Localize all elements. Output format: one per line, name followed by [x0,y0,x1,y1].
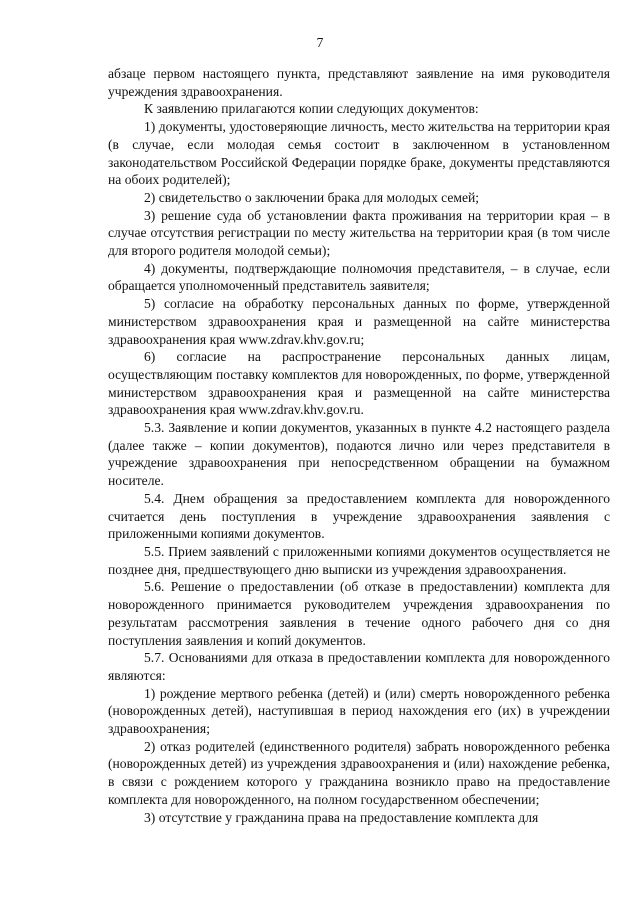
paragraph-5-3: 5.3. Заявление и копии документов, указанных в пункте 4.2 настоящего раздела (далее также – копии документов), подаются лично или через представителя в учреждение здравоохранения при непосредственном обращении на бумажном носителе. [108,420,610,489]
paragraph-5-6: 5.6. Решение о предоставлении (об отказе в предоставлении) комплекта для новорожденного принимается руководителем учреждения здравоохранения по результатам рассмотрения заявления в течение одного рабочего дня со дня поступления заявления и копий документов. [108,579,610,648]
list-item-marriage-certificate: 2) свидетельство о заключении брака для молодых семей; [144,189,480,205]
list-item-no-entitlement: 3) отсутствие у гражданина права на предоставление комплекта для [144,809,539,825]
list-item-representative-authority: 4) документы, подтверждающие полномочия представителя, – в случае, если обращается уполномоченный представитель заявителя; [108,260,610,294]
list-item-stillbirth: 1) рождение мертвого ребенка (детей) и (или) смерть новорожденного ребенка (новорожденных детей), наступившая в период нахождения его (их) в учреждении здравоохранения; [108,685,610,737]
list-item-court-decision: 3) решение суда об установлении факта проживания на территории края – в случае отсутствия регистрации по месту жительства на территории края (в том числе для второго родителя молодой семьи); [108,207,610,259]
paragraph-attachments-intro: К заявлению прилагаются копии следующих документов: [144,101,479,117]
list-item-parental-refusal: 2) отказ родителей (единственного родителя) забрать новорожденного ребенка (новорожденных детей) из учреждения здравоохранения и (или) нахождение ребенка, в связи с рождением которого у гражданина возникло право на предоставление комплекта для новорожденного, на полном государственном обеспечении; [108,738,610,807]
list-item-data-processing-consent: 5) согласие на обработку персональных данных по форме, утвержденной министерством здравоохранения края и размещенной на сайте министерства здравоохранения края www.zdrav.khv.gov.ru; [108,296,610,347]
paragraph-5-5: 5.5. Прием заявлений с приложенными копиями документов осуществляется не позднее дня, предшествующего дню выписки из учреждения здравоохранения. [108,543,610,577]
paragraph-5-7: 5.7. Основаниями для отказа в предоставлении комплекта для новорожденного являются: [108,650,610,683]
page-number: 7 [316,35,324,50]
list-item-identity-documents: 1) документы, удостоверяющие личность, место жительства на территории края (в случае, если молодая семья состоит в заключенном в установленном законодательством Российской Федерации порядке браке, документы представляются на обоих родителей); [108,119,610,188]
paragraph-continuation: абзаце первом настоящего пункта, представляют заявление на имя руководителя учреждения здравоохранения. [108,66,610,99]
paragraph-5-4: 5.4. Днем обращения за предоставлением комплекта для новорожденного считается день поступления в учреждение здравоохранения заявления с приложенными копиями документов. [108,490,610,542]
list-item-data-distribution-consent: 6) согласие на распространение персональных данных лицам, осуществляющим поставку комплектов для новорожденных, по форме, утвержденной министерством здравоохранения края и размещенной на сайте министерства здравоохранения края www.zdrav.khv.gov.ru. [108,349,610,418]
document-body [108,65,610,826]
